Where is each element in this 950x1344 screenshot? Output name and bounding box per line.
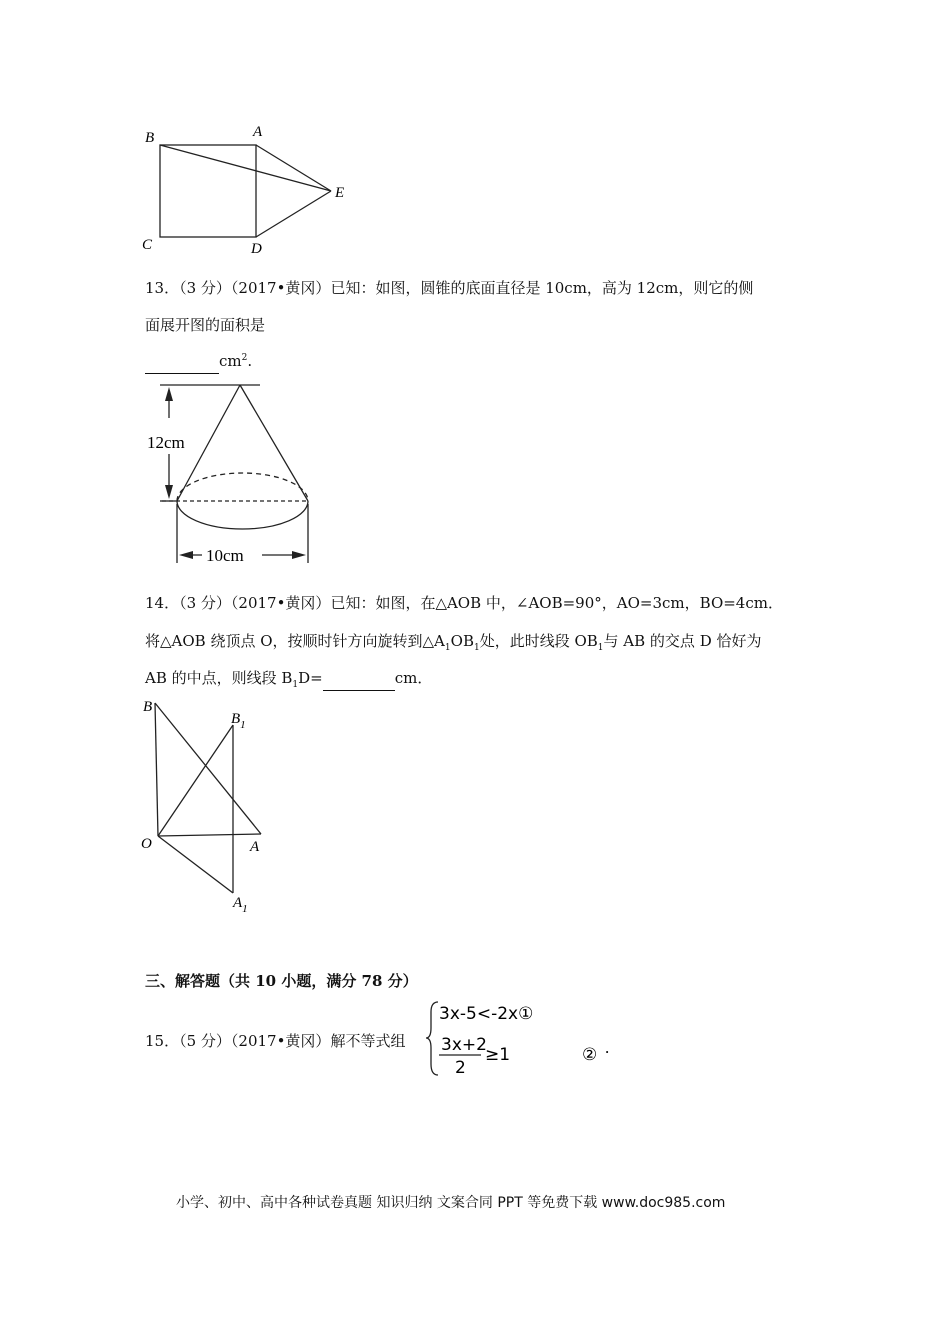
rotation-figure — [135, 693, 285, 918]
segment-de — [256, 191, 331, 237]
q14-text-3a: AB 的中点，则线段 B — [145, 669, 293, 687]
diameter-label: 10cm — [206, 546, 244, 565]
cone-right-side — [240, 385, 308, 501]
q13-end: . — [247, 352, 253, 370]
q14-source: （2017•黄冈） — [230, 594, 331, 612]
q13-text-2: 面展开图的面积是 — [145, 316, 266, 334]
q15-text: 解不等式组 — [330, 1032, 406, 1050]
label-b1: $B_1$ — [231, 711, 246, 731]
page-footer: 小学、初中、高中各种试卷真题 知识归纳 文案合同 PPT 等免费下载 www.doc985.com — [176, 1195, 726, 1211]
q13-answer-blank[interactable] — [145, 350, 219, 374]
inequality-2-denominator: 2 — [455, 1058, 466, 1078]
base-front-arc — [177, 501, 308, 529]
question-14-line3 — [145, 667, 432, 693]
q14-text-2d: 与 AB 的交点 D 恰好为 — [603, 632, 762, 650]
segment-ae — [256, 145, 331, 191]
q14-answer-blank[interactable] — [323, 667, 395, 691]
cone-left-side — [177, 385, 240, 501]
q14-unit: cm． — [394, 669, 433, 687]
inequality-2-relation: ≥1 — [485, 1045, 511, 1065]
label-e: E — [335, 185, 345, 201]
q14-text-3b: D= — [298, 669, 323, 687]
q14-sub-4: 1 — [292, 680, 299, 690]
label-o: O — [141, 836, 152, 852]
inequality-1: 3x-5<-2x① — [439, 1004, 534, 1024]
label-c: C — [142, 237, 153, 253]
q15-number: 15． — [145, 1032, 180, 1050]
label-b: B — [145, 130, 155, 146]
q15-end: . — [605, 1038, 610, 1057]
segment-ob1 — [158, 725, 233, 836]
q15-score: （5 分） — [179, 1032, 231, 1050]
label-b: B — [143, 699, 153, 715]
q15-source: （2017•黄冈） — [230, 1032, 331, 1050]
q14-sub-1: 1 — [444, 643, 451, 653]
q13-unit-sup: 2 — [241, 353, 248, 363]
question-13-answer — [145, 350, 252, 374]
label-a: A — [253, 124, 263, 140]
q14-text-2c: 处，此时线段 OB — [479, 632, 598, 650]
segment-be — [160, 145, 331, 191]
arrowhead-right — [292, 551, 306, 559]
section-title: 三、解答题（共 10 小题，满分 78 分） — [145, 972, 418, 990]
question-13-line2 — [145, 314, 265, 337]
arrowhead-up — [165, 387, 173, 401]
q13-score: （3 分） — [179, 279, 231, 297]
q14-number: 14． — [145, 594, 180, 612]
square-triangle-figure — [135, 120, 365, 260]
q14-sub-2: 1 — [473, 643, 480, 653]
arrowhead-down — [165, 485, 173, 499]
question-15-prefix — [145, 1030, 405, 1053]
q13-source: （2017•黄冈） — [230, 279, 331, 297]
segment-oa1 — [158, 836, 233, 893]
cone-figure — [140, 378, 330, 568]
left-brace — [426, 1002, 438, 1075]
square-bcda — [160, 145, 256, 237]
inequality-system — [425, 998, 625, 1080]
q14-text-2b: OB — [450, 632, 474, 650]
label-a1: $A_1$ — [233, 895, 248, 915]
height-label: 12cm — [147, 433, 185, 452]
segment-ob — [155, 703, 158, 836]
question-14-line1 — [145, 592, 783, 615]
inequality-2-mark: ② — [582, 1045, 598, 1065]
q14-text-2a: 将△AOB 绕顶点 O，按顺时针方向旋转到△A — [145, 632, 445, 650]
q13-unit: cm — [219, 352, 242, 370]
label-d: D — [251, 241, 262, 257]
inequality-2-numerator: 3x+2 — [441, 1035, 487, 1055]
question-13-line1 — [145, 277, 753, 300]
question-14-line2 — [145, 630, 762, 656]
q13-text-1: 已知：如图，圆锥的底面直径是 10cm，高为 12cm，则它的侧 — [330, 279, 754, 297]
q14-sub-3: 1 — [597, 643, 604, 653]
q14-text-1: 已知：如图，在△AOB 中，∠AOB=90°，AO=3cm，BO=4cm． — [330, 594, 783, 612]
label-a: A — [250, 839, 260, 855]
arrowhead-left — [179, 551, 193, 559]
segment-oa — [158, 834, 261, 836]
base-back-arc — [177, 473, 308, 501]
q14-score: （3 分） — [179, 594, 231, 612]
q13-number: 13． — [145, 279, 180, 297]
